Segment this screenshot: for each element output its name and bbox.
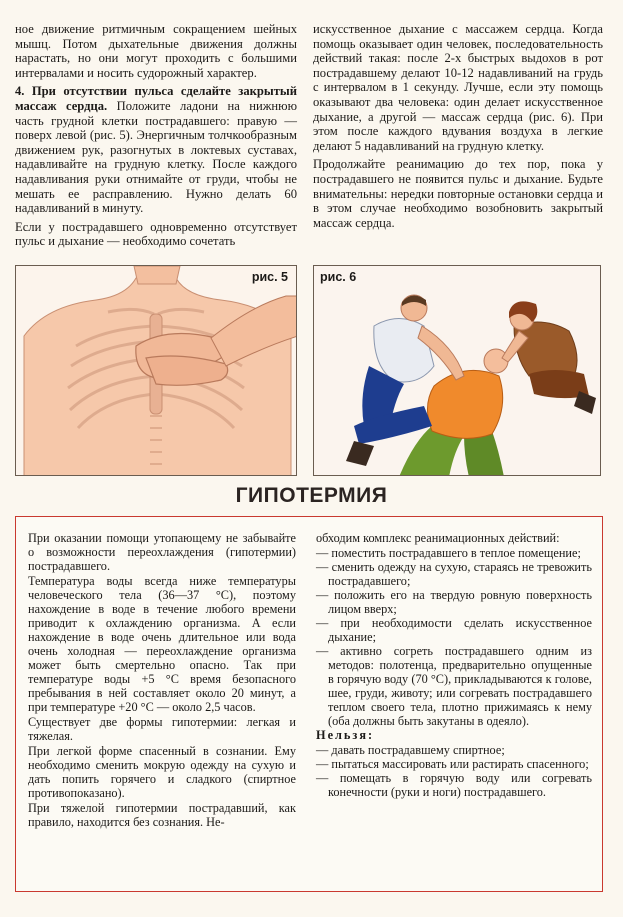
paragraph-continue-reanimation: Продолжайте реанимацию до тех пор, пока у пострадавшего не появится пульс и дыхание. Будьте внимательны: нередки повторные остановки сердца и в этом случае необходимо возобновить закрытый массаж сердца. (313, 157, 603, 230)
chest-illustration (16, 266, 297, 476)
list-item: — пытаться массировать или растирать спасенного; (316, 757, 589, 771)
paragraph-heart-massage (15, 84, 297, 215)
list-item: — активно согреть пострадавшего одним из методов: полотенца, предварительно опущенные в горячую воду (70 °С), прикладываются к голове, шее, груди, животу; или согревать пострадавшего теплом своего тела, плотно прижимаясь к нему (оба должны быть закутаны в одеяло). (316, 644, 592, 728)
hypothermia-forms: Существует две формы гипотермии: легкая и тяжелая. (28, 715, 296, 743)
list-item: — при необходимости сделать искусственное дыхание; (316, 616, 592, 644)
list-item: — положить его на твердую ровную поверхность лицом вверх; (316, 588, 592, 616)
hypothermia-intro: При оказании помощи утопающему не забывайте о возможности переохлаждения (гипотермии) пострадавшего. (28, 531, 296, 573)
list-item: — сменить одежду на сухую, стараясь не тревожить пострадавшего; (316, 560, 592, 588)
hypothermia-water-temperature: Температура воды всегда ниже температуры человеческого тела (36—37 °С), поэтому нахождение в воде в течение любого времени приводит к охлаждению организма. А если нахождение в воде очень длительное или вода очень холодная — переохлаждение организма может быть смертельно опасно. Так при температуре воды +5 °С время безопасного пребывания в ней составляет около 20 минут, а при температуре +20 °С — около 2,5 часов. (28, 574, 296, 714)
list-item: — поместить пострадавшего в теплое помещение; (316, 546, 581, 560)
hypothermia-mild-form: При легкой форме спасенный в сознании. Ему необходимо сменить мокрую одежду на сухую и дать попить горячего и сладкого (спиртное противопоказано). (28, 744, 296, 800)
right-text-column (313, 22, 603, 234)
figure-6-two-person-cpr (313, 265, 601, 476)
paragraph-combined-cpr: искусственное дыхание с массажем сердца. Когда помощь оказывает один человек, последовательность действий такая: после 2-х быстрых выдохов в рот пострадавшему делают 10-12 надавливаний на грудь с интервалом в 1 секунду. Лучше, если эту помощь оказывают два человека: один делает искусственное дыхание, а другой — массаж сердца (рис. 6). При этом после каждого вдувания воздуха в легкие делают 5 надавливаний на грудную клетку. (313, 22, 603, 153)
reanimation-actions-list (316, 546, 592, 728)
list-item: — помещать в горячую воду или согревать конечности (руки и ноги) пострадавшего. (316, 771, 592, 799)
hypothermia-right-column (316, 531, 592, 799)
figure-5-label: рис. 5 (251, 270, 288, 284)
heart-massage-body: Положите ладони на нижнюю часть грудной клетки пострадавшего: правую — поверх левой (рис. 5). Энергичным толчкообразным движением рук, разогнутых в локтевых суставах, надавливайте на грудную клетку. После каждого надавливания руки отнимайте от груди, чтобы не мешать ее расправлению. Нужно делать 60 надавливаний в минуту. (15, 98, 297, 216)
hypothermia-severe-form: При тяжелой гипотермии пострадавший, как правило, находится без сознания. Не- (28, 801, 296, 829)
figure-5-chest-compression (15, 265, 297, 476)
reanimation-intro: обходим комплекс реанимационных действий: (316, 531, 560, 545)
figure-6-label: рис. 6 (320, 270, 357, 284)
left-text-column (15, 22, 297, 253)
paragraph-combined-start: Если у пострадавшего одновременно отсутствует пульс и дыхание — необходимо сочетать (15, 219, 297, 249)
paragraph-breathing: ное движение ритмичным сокращением шейных мышц. Потом дыхательные движения должны нарастать, но они могут проходить с большими интервалами и носить судорожный характер. (15, 22, 297, 80)
forbidden-list (316, 743, 592, 799)
hypothermia-left-column (28, 531, 296, 830)
hypothermia-section-title: ГИПОТЕРМИЯ (235, 484, 388, 507)
list-item: — давать пострадавшему спиртное; (316, 743, 505, 757)
forbidden-heading: Нельзя: (316, 728, 375, 742)
cpr-illustration (314, 266, 601, 476)
heart-massage-lead: 4. При отсутствии пульса сделайте закрытый массаж сердца. (15, 84, 297, 113)
